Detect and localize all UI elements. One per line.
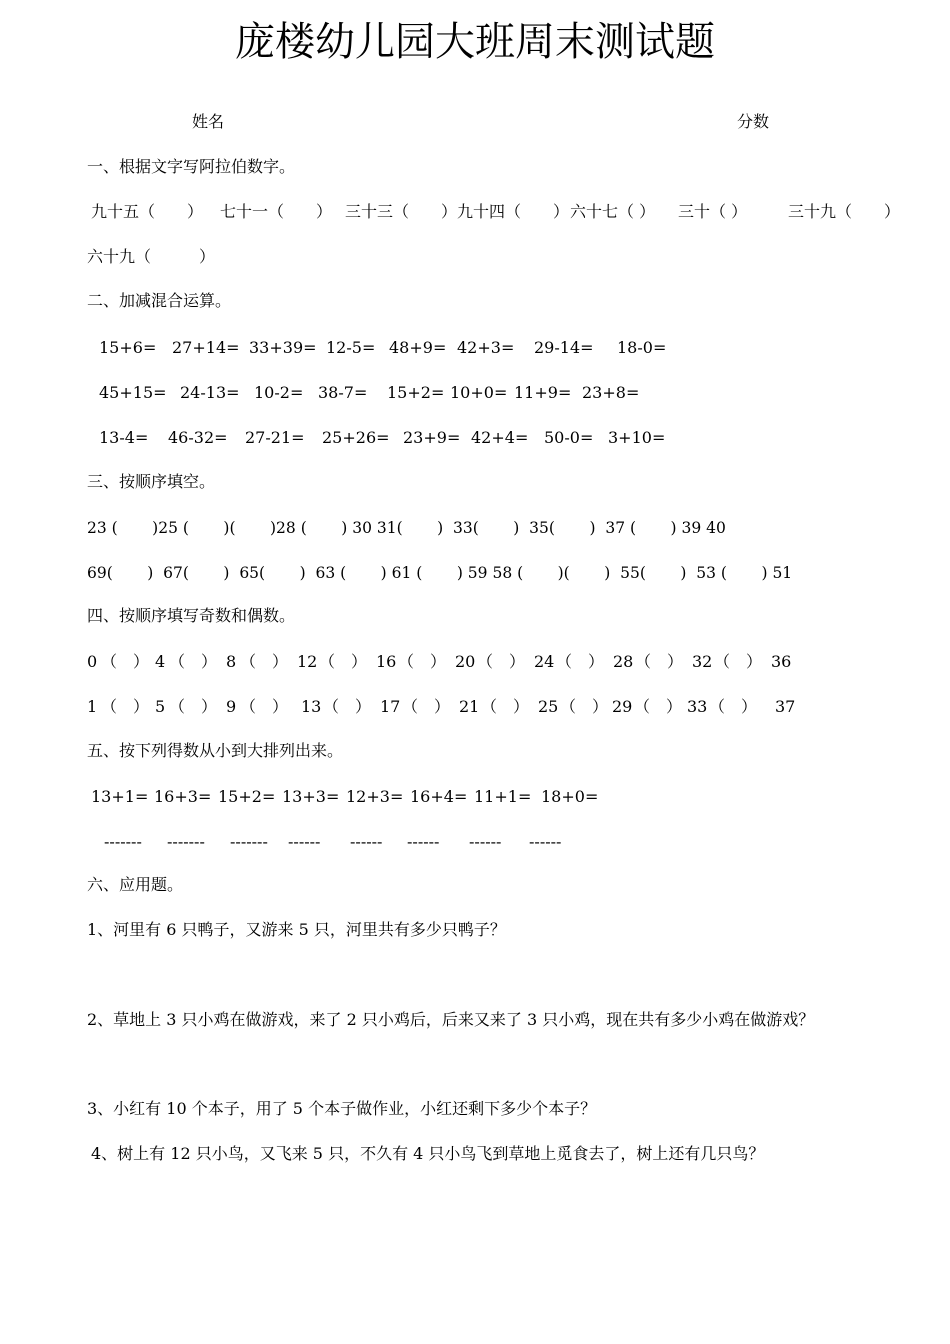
section-5-heading: 五、按下列得数从小到大排列出来。 bbox=[87, 741, 344, 760]
s4-blank: （ ） bbox=[169, 652, 218, 671]
s4-number: 16 bbox=[376, 652, 397, 671]
s4-blank: （ ） bbox=[398, 652, 447, 671]
s4-number: 29 bbox=[612, 697, 633, 716]
s1-item: 三十三（ ）九十四（ ） bbox=[345, 202, 570, 221]
word-problem-4: 4、树上有 12 只小鸟，又飞来 5 只，不久有 4 只小鸟飞到草地上觅食去了，树上还有几只鸟？ bbox=[91, 1144, 765, 1163]
s2-expr: 12-5= bbox=[326, 338, 376, 357]
s4-number: 36 bbox=[771, 652, 792, 671]
s4-blank: （ ） bbox=[101, 652, 150, 671]
s1-item: 三十九（ ） bbox=[788, 202, 901, 221]
s4-number: 24 bbox=[534, 652, 555, 671]
s4-number: 0 bbox=[87, 652, 98, 671]
s1-item: 九十五（ ） bbox=[91, 202, 204, 221]
s2-expr: 24-13= bbox=[180, 383, 240, 402]
s2-expr: 3+10= bbox=[608, 428, 666, 447]
section-3-heading: 三、按顺序填空。 bbox=[87, 472, 216, 491]
s2-expr: 25+26= bbox=[322, 428, 390, 447]
s5-expr: 16+3= bbox=[154, 787, 212, 806]
s1-item: 七十一（ ） bbox=[220, 202, 333, 221]
s4-number: 12 bbox=[297, 652, 318, 671]
s4-blank: （ ） bbox=[560, 697, 609, 716]
s5-dash: ------- bbox=[230, 832, 268, 851]
s2-expr: 13-4= bbox=[99, 428, 149, 447]
s2-expr: 42+3= bbox=[457, 338, 515, 357]
section-1-heading: 一、根据文字写阿拉伯数字。 bbox=[87, 157, 296, 176]
s5-expr: 18+0= bbox=[541, 787, 599, 806]
section-6-heading: 六、应用题。 bbox=[87, 875, 184, 894]
s4-blank: （ ） bbox=[477, 652, 526, 671]
s4-number: 1 bbox=[87, 697, 98, 716]
s4-blank: （ ） bbox=[319, 652, 368, 671]
s5-expr: 15+2= bbox=[218, 787, 276, 806]
s4-number: 9 bbox=[226, 697, 237, 716]
s4-blank: （ ） bbox=[635, 652, 684, 671]
s1-item: 三十（ ） bbox=[678, 202, 748, 221]
s4-number: 28 bbox=[613, 652, 634, 671]
s4-number: 25 bbox=[538, 697, 559, 716]
s4-number: 20 bbox=[455, 652, 476, 671]
s4-blank: （ ） bbox=[169, 697, 218, 716]
s4-blank: （ ） bbox=[481, 697, 530, 716]
s2-expr: 27+14= bbox=[172, 338, 240, 357]
s4-number: 13 bbox=[301, 697, 322, 716]
s2-expr: 10-2= bbox=[254, 383, 304, 402]
s5-expr: 13+3= bbox=[282, 787, 340, 806]
s2-expr: 42+4= bbox=[471, 428, 529, 447]
s4-blank: （ ） bbox=[634, 697, 683, 716]
section-3-row-1: 23 ( )25 ( )( )28 ( ) 30 31( ) 33( ) 35( ) 37 ( ) 39 40 bbox=[87, 519, 726, 537]
s2-expr: 27-21= bbox=[245, 428, 305, 447]
s4-number: 17 bbox=[380, 697, 401, 716]
s2-expr: 10+0= bbox=[450, 383, 508, 402]
s4-number: 37 bbox=[775, 697, 796, 716]
word-problem-3: 3、小红有 10 个本子，用了 5 个本子做作业，小红还剩下多少个本子？ bbox=[87, 1099, 597, 1118]
s5-dash: ------ bbox=[350, 832, 383, 851]
score-label: 分数 bbox=[737, 112, 770, 131]
s5-dash: ------ bbox=[469, 832, 502, 851]
s4-number: 4 bbox=[155, 652, 166, 671]
s2-expr: 45+15= bbox=[99, 383, 167, 402]
s5-dash: ------ bbox=[529, 832, 562, 851]
section-3-row-2: 69( ) 67( ) 65( ) 63 ( ) 61 ( ) 59 58 ( )( ) 55( ) 53 ( ) 51 bbox=[87, 564, 793, 582]
s4-number: 8 bbox=[226, 652, 237, 671]
s2-expr: 29-14= bbox=[534, 338, 594, 357]
section-4-heading: 四、按顺序填写奇数和偶数。 bbox=[87, 606, 296, 625]
s4-number: 21 bbox=[459, 697, 480, 716]
s2-expr: 11+9= bbox=[514, 383, 572, 402]
s2-expr: 48+9= bbox=[389, 338, 447, 357]
s5-expr: 12+3= bbox=[346, 787, 404, 806]
s4-number: 5 bbox=[155, 697, 166, 716]
page-title: 庞楼幼儿园大班周末测试题 bbox=[235, 19, 715, 65]
s5-dash: ------ bbox=[407, 832, 440, 851]
s2-expr: 18-0= bbox=[617, 338, 667, 357]
s4-blank: （ ） bbox=[101, 697, 150, 716]
s4-blank: （ ） bbox=[402, 697, 451, 716]
s2-expr: 46-32= bbox=[168, 428, 228, 447]
s5-expr: 16+4= bbox=[410, 787, 468, 806]
s5-dash: ------ bbox=[288, 832, 321, 851]
s5-dash: ------- bbox=[104, 832, 142, 851]
s4-blank: （ ） bbox=[240, 697, 289, 716]
word-problem-1: 1、河里有 6 只鸭子，又游来 5 只，河里共有多少只鸭子？ bbox=[87, 920, 506, 939]
s2-expr: 15+2= bbox=[387, 383, 445, 402]
s4-blank: （ ） bbox=[556, 652, 605, 671]
s2-expr: 33+39= bbox=[249, 338, 317, 357]
s2-expr: 23+9= bbox=[403, 428, 461, 447]
s2-expr: 38-7= bbox=[318, 383, 368, 402]
section-1-row-2: 六十九（ ） bbox=[87, 247, 216, 266]
name-label: 姓名 bbox=[192, 112, 225, 131]
section-2-heading: 二、加减混合运算。 bbox=[87, 291, 232, 310]
s4-number: 32 bbox=[692, 652, 713, 671]
s5-expr: 11+1= bbox=[474, 787, 532, 806]
s5-dash: ------- bbox=[167, 832, 205, 851]
s5-expr: 13+1= bbox=[91, 787, 149, 806]
s4-blank: （ ） bbox=[323, 697, 372, 716]
s4-blank: （ ） bbox=[714, 652, 763, 671]
s2-expr: 15+6= bbox=[99, 338, 157, 357]
s2-expr: 50-0= bbox=[544, 428, 594, 447]
s4-blank: （ ） bbox=[240, 652, 289, 671]
s4-number: 33 bbox=[687, 697, 708, 716]
s2-expr: 23+8= bbox=[582, 383, 640, 402]
s4-blank: （ ） bbox=[709, 697, 758, 716]
s1-item: 六十七（ ） bbox=[570, 202, 656, 221]
word-problem-2: 2、草地上 3 只小鸡在做游戏，来了 2 只小鸡后，后来又来了 3 只小鸡，现在共有多少小鸡在做游戏？ bbox=[87, 1010, 815, 1029]
